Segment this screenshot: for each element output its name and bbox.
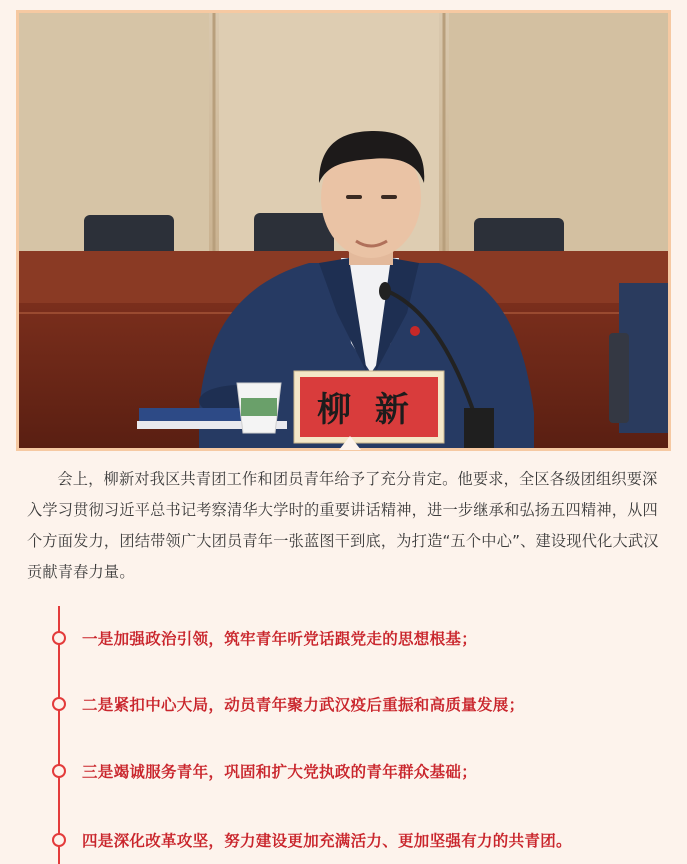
timeline-dot-icon [52, 764, 66, 778]
timeline-item-label: 二是紧扣中心大局，动员青年聚力武汉疫后重振和高质量发展； [82, 696, 525, 714]
timeline-item-label: 四是深化改革攻坚，努力建设更加充满活力、更加坚强有力的共青团。 [82, 832, 572, 850]
timeline-dot-icon [52, 833, 66, 847]
article-paragraph: 会上，柳新对我区共青团工作和团员青年给予了充分肯定。他要求，全区各级团组织要深入学习贯彻习近平总书记考察清华大学时的重要讲话精神，进一步继承和弘扬五四精神，从四个方面发力，团结带领广大团员青年一张蓝图干到底，为打造“五个中心”、建设现代化大武汉贡献青春力量。 [27, 470, 659, 581]
timeline [0, 606, 687, 864]
timeline-item [48, 759, 668, 783]
timeline-item-label: 一是加强政治引领，筑牢青年听党话跟党走的思想根基； [82, 630, 478, 648]
timeline-dot-icon [52, 631, 66, 645]
timeline-item [48, 692, 668, 716]
timeline-dot-icon [52, 697, 66, 711]
photo-caption-pointer [339, 436, 361, 450]
timeline-item-label: 三是竭诚服务青年，巩固和扩大党执政的青年群众基础； [82, 763, 478, 781]
timeline-item [48, 828, 668, 852]
timeline-item [48, 626, 668, 650]
photo-nameplate-label: 柳 新 [317, 390, 415, 430]
